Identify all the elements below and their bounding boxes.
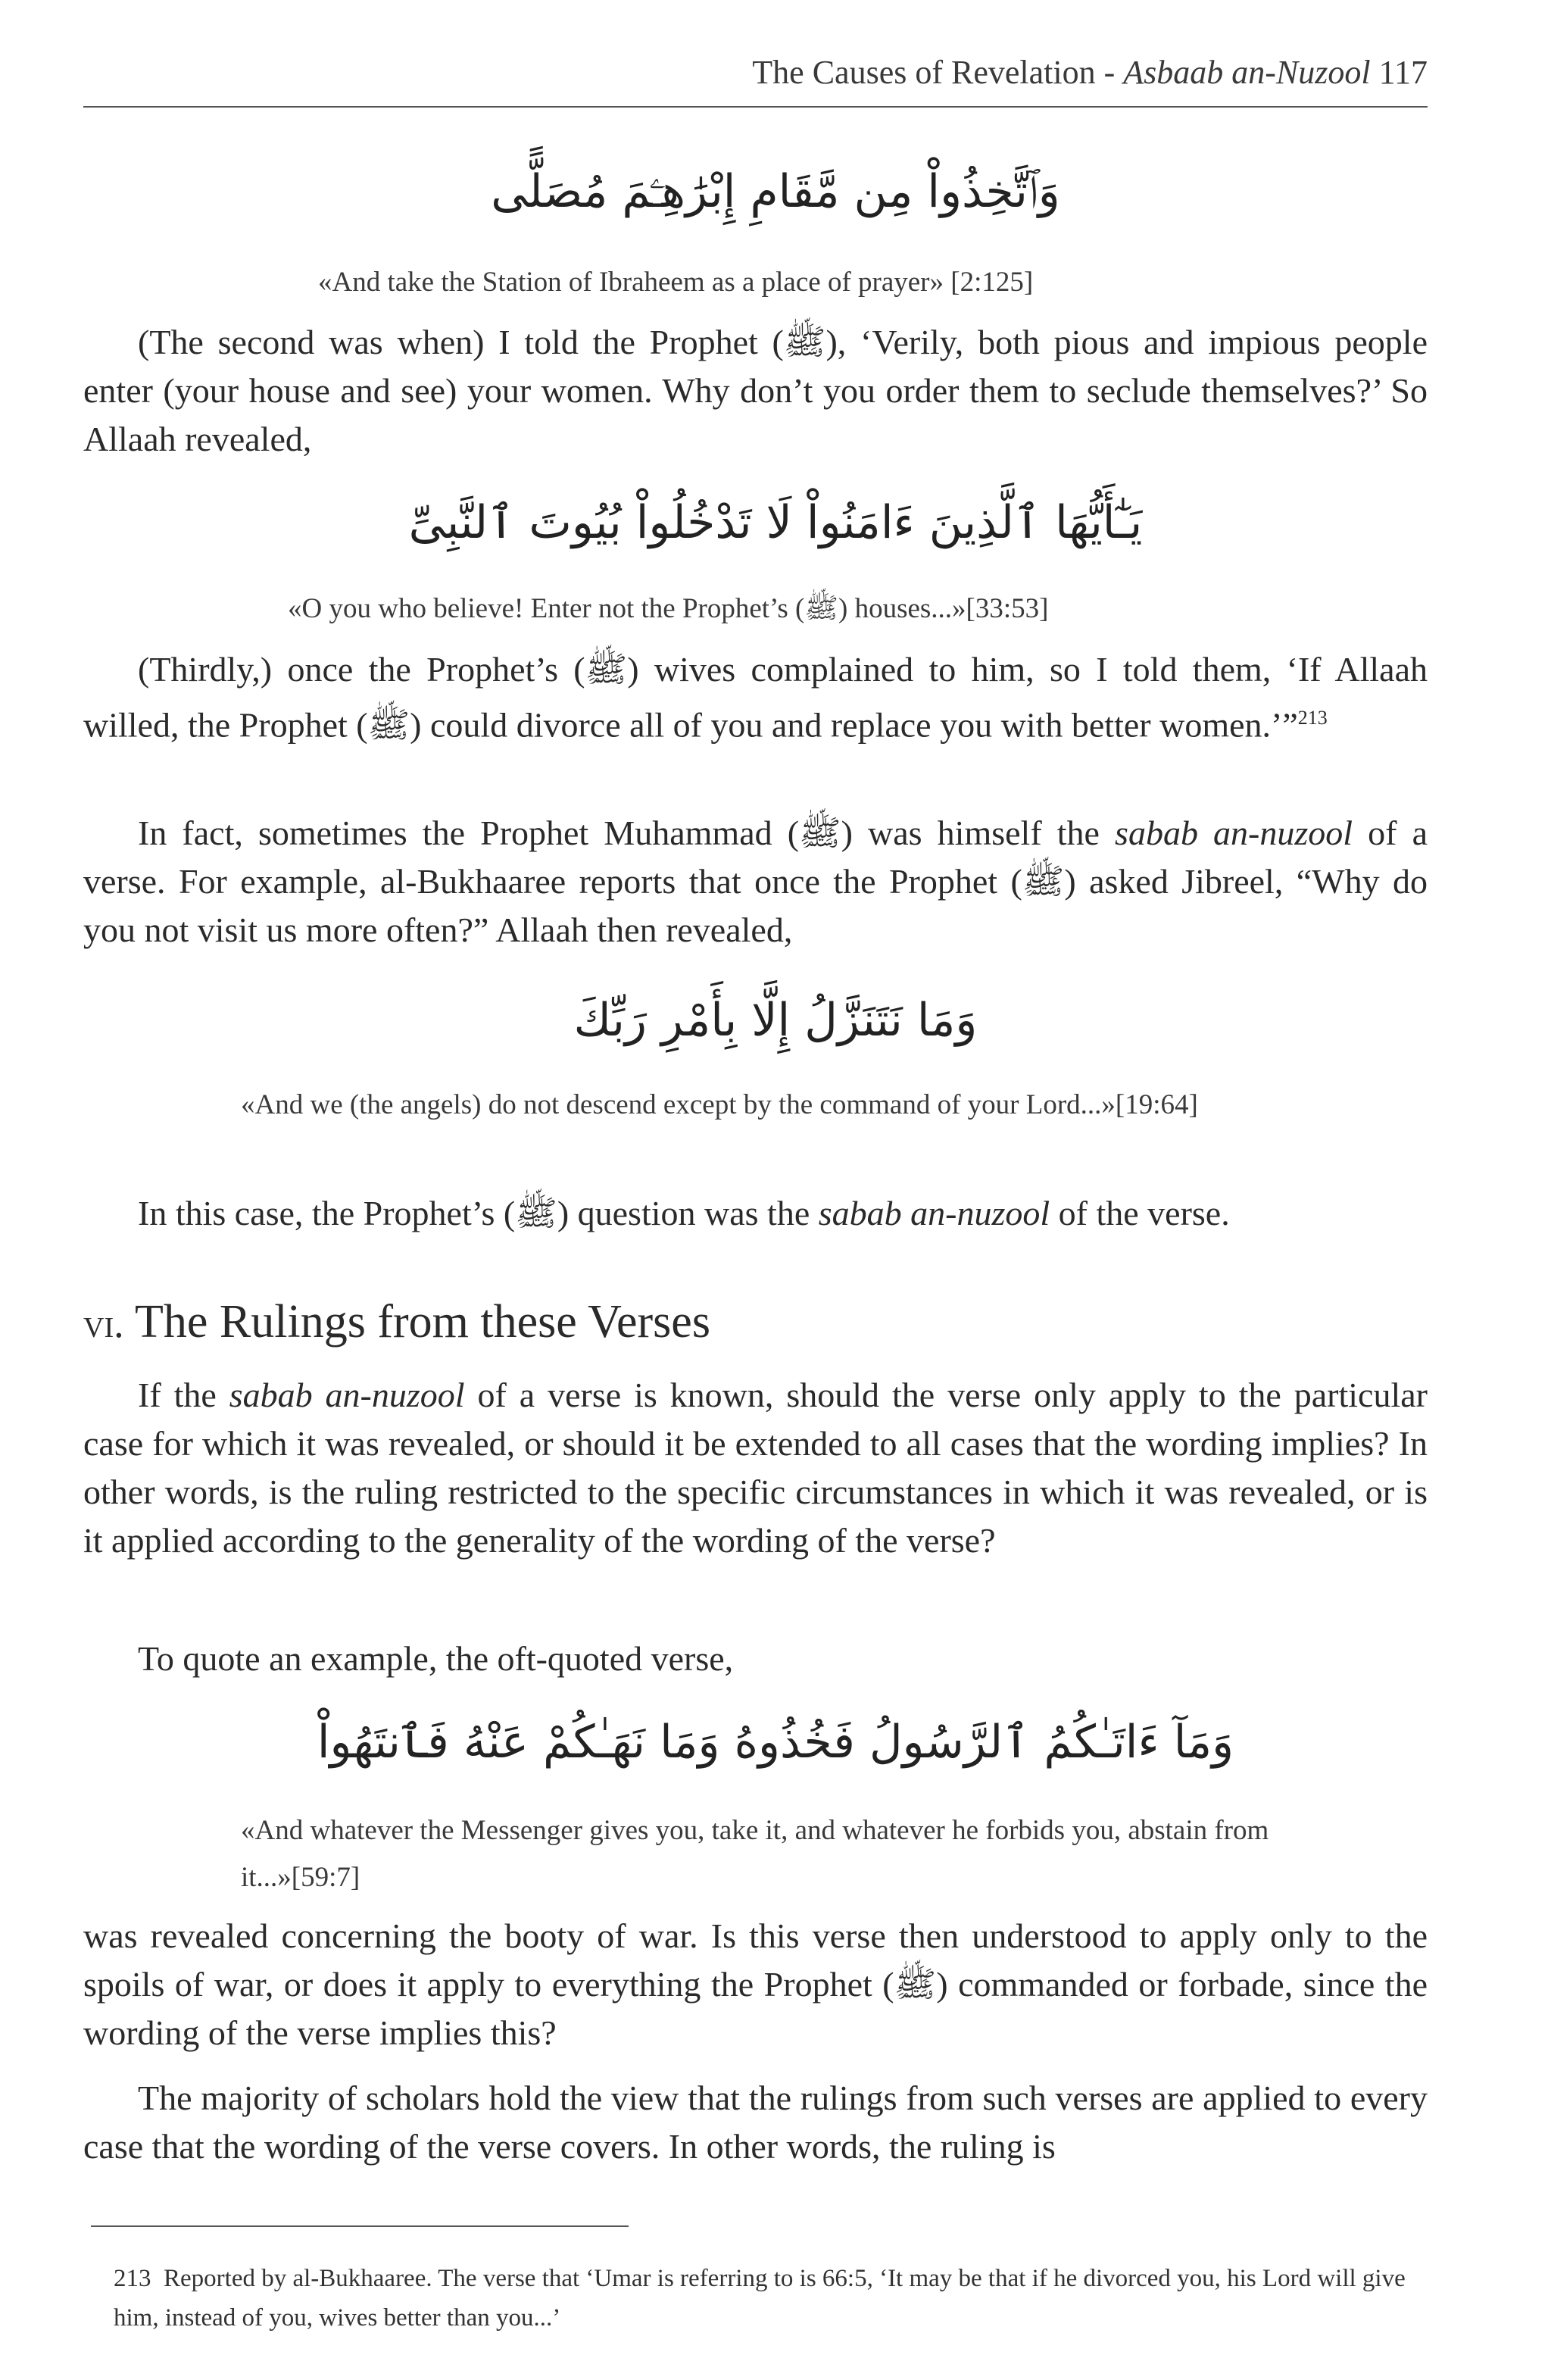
paragraph-in-this-case bbox=[83, 1189, 1428, 1238]
term-sabab-an-nuzool: sabab an-nuzool bbox=[1115, 814, 1353, 852]
paragraph-booty-of-war: was revealed concerning the booty of war. Is this verse then understood to apply only to the spoils of war, or does it apply to everything the Prophet (ﷺ) commanded or forbade, since the wording of the verse implies this? bbox=[83, 1916, 1428, 2052]
section-title: The Rulings from these Verses bbox=[135, 1296, 710, 1348]
header-title: The Causes of Revelation - bbox=[752, 54, 1116, 91]
footnote-number: 213 bbox=[114, 2265, 151, 2292]
verse-translation-33-53: «O you who believe! Enter not the Prophet’s (ﷺ) houses...»[33:53] bbox=[288, 593, 1049, 624]
section-number: vi. bbox=[83, 1301, 124, 1346]
paragraph-in-fact bbox=[83, 809, 1428, 954]
arabic-verse-59-7: وَمَآ ءَاتَـٰكُمُ ٱلرَّسُولُ فَخُذُوهُ وَمَا نَهَـٰكُمْ عَنْهُ فَٱنتَهُواْ bbox=[317, 1716, 1234, 1769]
paragraph-if-the-sabab bbox=[83, 1371, 1428, 1565]
paragraph-majority: The majority of scholars hold the view that the rulings from such verses are applied to every case that the wording of the verse covers. In other words, the ruling is bbox=[83, 2079, 1428, 2166]
paragraph-thirdly-text: (Thirdly,) once the Prophet’s (ﷺ) wives complained to him, so I told them, ‘If Allaah willed, the Prophet (ﷺ) could divorce all of you and replace you with better women.’” bbox=[83, 650, 1428, 745]
paragraph-to-quote: To quote an example, the oft-quoted verse, bbox=[138, 1639, 734, 1678]
term-sabab-an-nuzool: sabab an-nuzool bbox=[818, 1194, 1050, 1232]
verse-translation-59-7: «And whatever the Messenger gives you, take it, and whatever he forbids you, abstain from it...»[59:7] bbox=[241, 1815, 1269, 1893]
header-rule bbox=[83, 106, 1428, 108]
paragraph-in-this-case-text-1: In this case, the Prophet’s (ﷺ) question was the bbox=[138, 1194, 819, 1232]
term-sabab-an-nuzool: sabab an-nuzool bbox=[229, 1376, 465, 1414]
paragraph-if-the-sabab-text-2: of a verse is known, should the verse only apply to the particular case for which it was revealed, or should it be extended to all cases that the wording implies? In other words, is the ruling restricted to the specific circumstances in which it was revealed, or is it applied according to the generality of the wording of the verse? bbox=[83, 1376, 1428, 1560]
arabic-verse-19-64: وَمَا نَتَنَزَّلُ إِلَّا بِأَمْرِ رَبِّكَ bbox=[573, 994, 978, 1047]
paragraph-in-fact-text-2: of a verse. For example, al-Bukhaaree reports that once the Prophet (ﷺ) asked Jibreel, “Why do you not visit us more often?” Allaah then revealed, bbox=[83, 814, 1428, 949]
paragraph-in-this-case-text-2: of the verse. bbox=[1050, 1194, 1230, 1232]
footnote-rule bbox=[91, 2225, 629, 2227]
header-text bbox=[752, 53, 1428, 92]
page-number: 117 bbox=[1378, 54, 1428, 91]
paragraph-if-the-sabab-text-1: If the bbox=[138, 1376, 229, 1414]
running-header bbox=[83, 47, 1428, 108]
arabic-verse-2-125: وَٱتَّخِذُواْ مِن مَّقَامِ إِبْرَٰهِـۧمَ مُصَلًّى bbox=[491, 165, 1060, 218]
verse-translation-2-125: «And take the Station of Ibraheem as a place of prayer» [2:125] bbox=[318, 267, 1034, 298]
footnote-ref-213[interactable]: 213 bbox=[1297, 707, 1328, 729]
verse-translation-19-64: «And we (the angels) do not descend except by the command of your Lord...»[19:64] bbox=[241, 1089, 1198, 1120]
arabic-verse-33-53: يَـٰٓأَيُّهَا ٱلَّذِينَ ءَامَنُواْ لَا تَدْخُلُواْ بُيُوتَ ٱلنَّبِىِّ bbox=[408, 496, 1143, 549]
footnote-213 bbox=[114, 2259, 1424, 2338]
paragraph-second-occasion: (The second was when) I told the Prophet (ﷺ), ‘Verily, both pious and impious people enter (your house and see) your women. Why don’t you order them to seclude themselves?’ So Allaah revealed, bbox=[83, 323, 1428, 458]
header-title-italic: Asbaab an-Nuzool bbox=[1123, 54, 1371, 91]
footnote-text: Reported by al-Bukhaaree. The verse that ‘Umar is referring to is 66:5, ‘It may be that if he divorced you, his Lord will give him, instead of you, wives better than you...’ bbox=[114, 2265, 1406, 2332]
section-heading bbox=[83, 1295, 710, 1349]
paragraph-thirdly bbox=[83, 645, 1428, 749]
paragraph-in-fact-text-1: In fact, sometimes the Prophet Muhammad (ﷺ) was himself the bbox=[138, 814, 1116, 852]
